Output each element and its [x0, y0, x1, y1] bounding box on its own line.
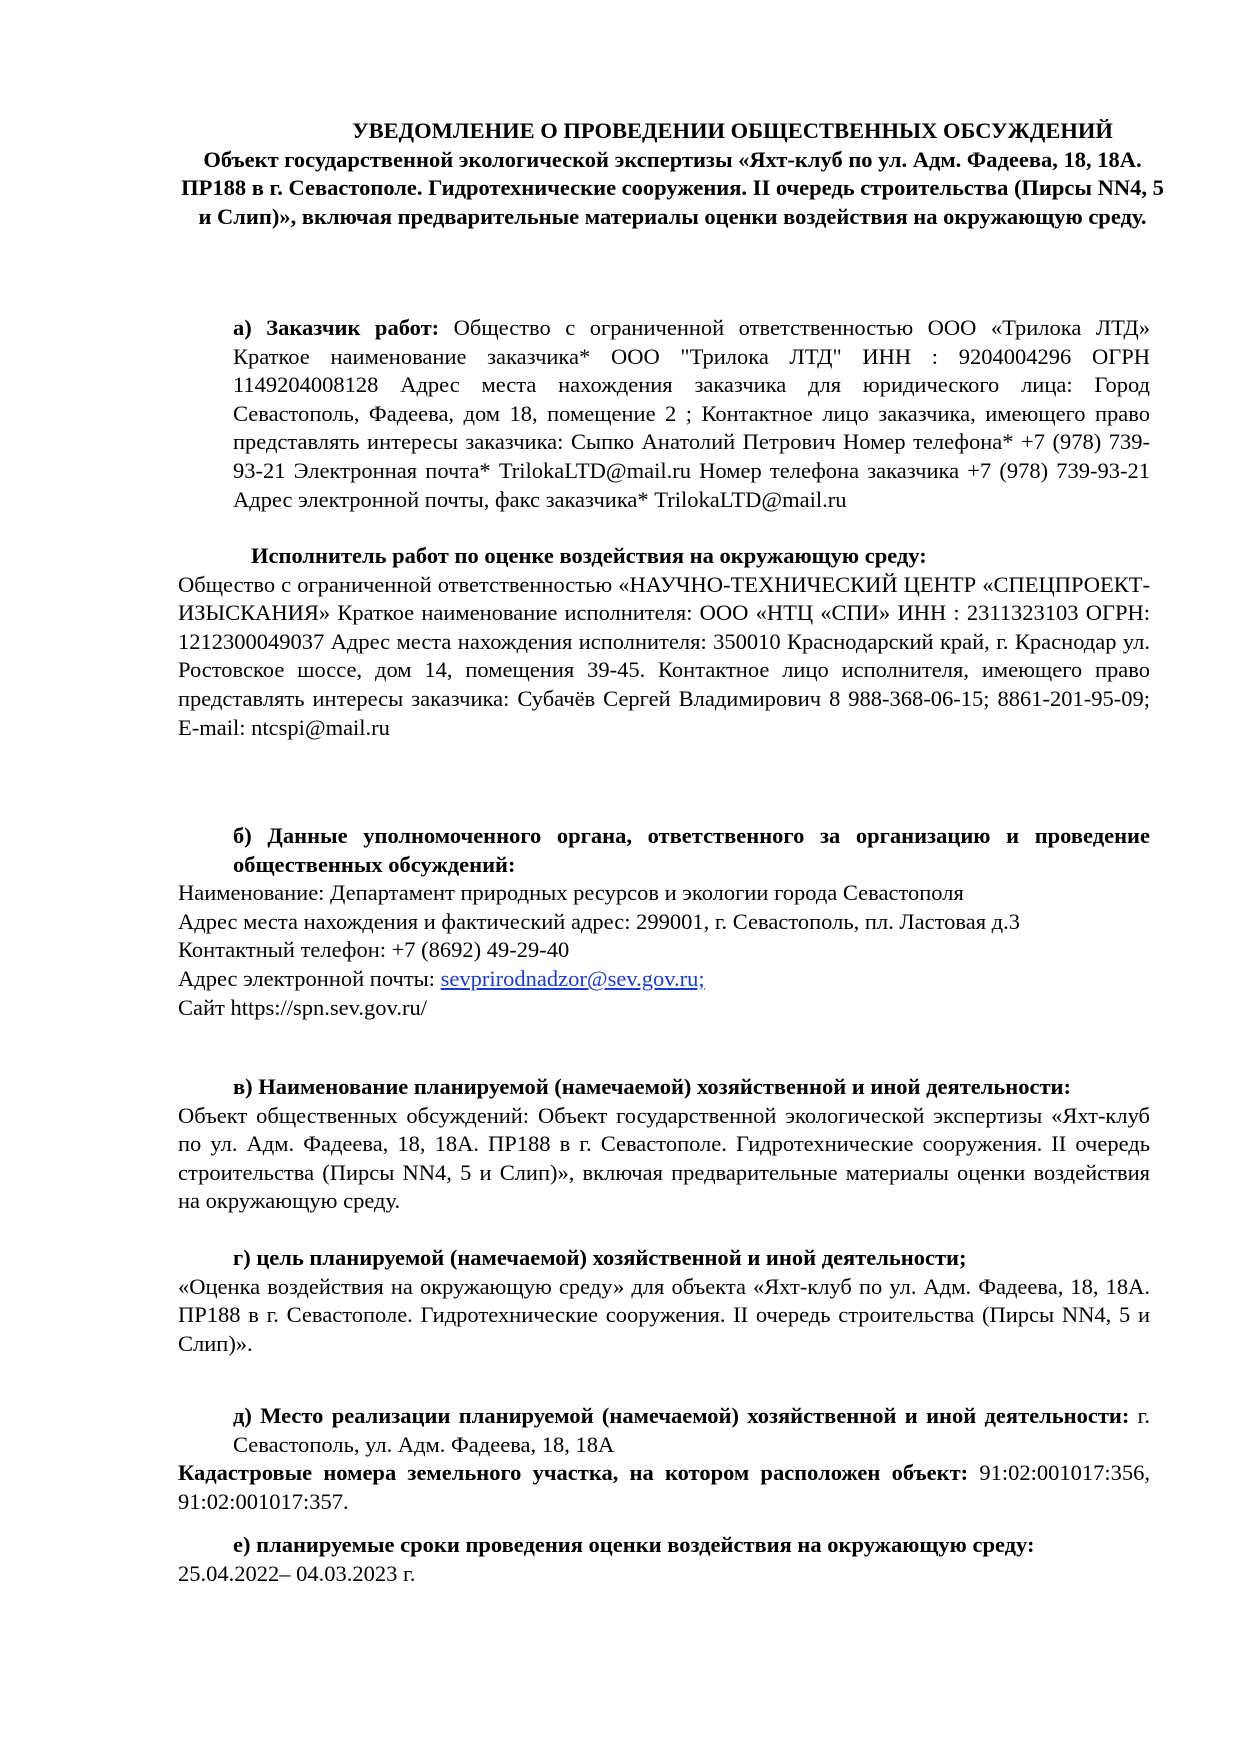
authority-email-link[interactable]: sevprirodnadzor@sev.gov.ru; [440, 965, 705, 991]
notice-title-object: Объект государственной экологической экспертизы «Яхт-клуб по ул. Адм. Фадеева, 18, 18А. ПР188 в г. Севастополе. Гидротехнические сооружения. II очередь строительства (Пирсы NN4, 5 и Слип)», включая предварительные материалы оценки воздействия на окружающую среду. [181, 146, 1164, 229]
section-e-timeline [178, 1531, 1150, 1588]
section-g-purpose [178, 1244, 1150, 1358]
section-d-text: г. Севастополь, ул. Адм. Фадеева, 18, 18А [233, 1403, 1150, 1457]
section-v-heading: в) Наименование планируемой (намечаемой) хозяйственной и иной деятельности: [233, 1074, 1071, 1099]
section-v-text: Объект общественных обсуждений: Объект государственной экологической экспертизы «Яхт-клуб по ул. Адм. Фадеева, 18, 18А. ПР188 в г. Севастополе. Гидротехнические сооружения. II очередь строительства (Пирсы NN4, 5 и Слип)», включая предварительные материалы оценки воздействия на окружающую среду. [178, 1102, 1150, 1214]
section-a-heading: а) Заказчик работ: [233, 315, 440, 340]
authority-phone: Контактный телефон: +7 (8692) 49-29-40 [178, 937, 570, 963]
cadastral-numbers: 91:02:001017:356, 91:02:001017:357. [178, 1460, 1150, 1514]
cadastral-heading: Кадастровые номера земельного участка, на котором расположен объект: [178, 1460, 969, 1486]
notice-title-line1: УВЕДОМЛЕНИЕ О ПРОВЕДЕНИИ ОБЩЕСТВЕННЫХ ОБСУЖДЕНИЙ [352, 118, 1113, 143]
section-v-activity-name [178, 1073, 1150, 1216]
section-b-heading: б) Данные уполномоченного органа, ответственного за организацию и проведение общественных обсуждений: [233, 823, 1150, 877]
section-a-customer [178, 314, 1150, 514]
authority-address: Адрес места нахождения и фактический адрес: 299001, г. Севастополь, пл. Ластовая д.3 [178, 908, 1020, 934]
section-g-heading: г) цель планируемой (намечаемой) хозяйственной и иной деятельности; [233, 1245, 967, 1270]
section-executor [178, 542, 1150, 742]
section-d-location [178, 1402, 1150, 1516]
authority-site: Сайт https://spn.sev.gov.ru/ [178, 994, 427, 1020]
section-e-dates: 25.04.2022– 04.03.2023 г. [178, 1560, 416, 1586]
authority-name: Наименование: Департамент природных ресурсов и экологии города Севастополя [178, 880, 964, 906]
executor-text: Общество с ограниченной ответственностью «НАУЧНО-ТЕХНИЧЕСКИЙ ЦЕНТР «СПЕЦПРОЕКТ-ИЗЫСКАНИЯ» Краткое наименование исполнителя: ООО «НТЦ «СПИ» ИНН : 2311323103 ОГРН: 1212300049037 Адрес места нахождения исполнителя: 350010 Краснодарский край, г. Краснодар ул. Ростовское шоссе, дом 14, помещения 39-45. Контактное лицо исполнителя, имеющего право представлять интересы заказчика: Субачёв Сергей Владимирович 8 988-368-06-15; 8861-201-95-09; E-mail: ntcspi@mail.ru [178, 571, 1150, 740]
section-a-text: Общество с ограниченной ответственностью ООО «Трилока ЛТД» Краткое наименование заказчика* ООО "Трилока ЛТД" ИНН : 9204004296 ОГРН 1149204008128 Адрес места нахождения заказчика для юридического лица: Город Севастополь, Фадеева, дом 18, помещение 2 ; Контактное лицо заказчика, имеющего право представлять интересы заказчика: Сыпко Анатолий Петрович Номер телефона* +7 (978) 739-93-21 Электронная почта* TrilokaLTD@mail.ru Номер телефона заказчика +7 (978) 739-93-21 Адрес электронной почты, факс заказчика* TrilokaLTD@mail.ru [233, 315, 1151, 512]
section-b-authority [178, 822, 1150, 1022]
section-g-text: «Оценка воздействия на окружающую среду» для объекта «Яхт-клуб по ул. Адм. Фадеева, 18, 18А. ПР188 в г. Севастополе. Гидротехнические сооружения. II очередь строительства (Пирсы NN4, 5 и Слип)». [178, 1273, 1150, 1356]
executor-heading: Исполнитель работ по оценке воздействия на окружающую среду: [251, 543, 927, 568]
section-d-heading: д) Место реализации планируемой (намечаемой) хозяйственной и иной деятельности: [233, 1403, 1130, 1428]
notice-title [180, 117, 1165, 231]
authority-email-label: Адрес электронной почты: [178, 965, 441, 991]
section-e-heading: е) планируемые сроки проведения оценки воздействия на окружающую среду: [233, 1532, 1035, 1557]
